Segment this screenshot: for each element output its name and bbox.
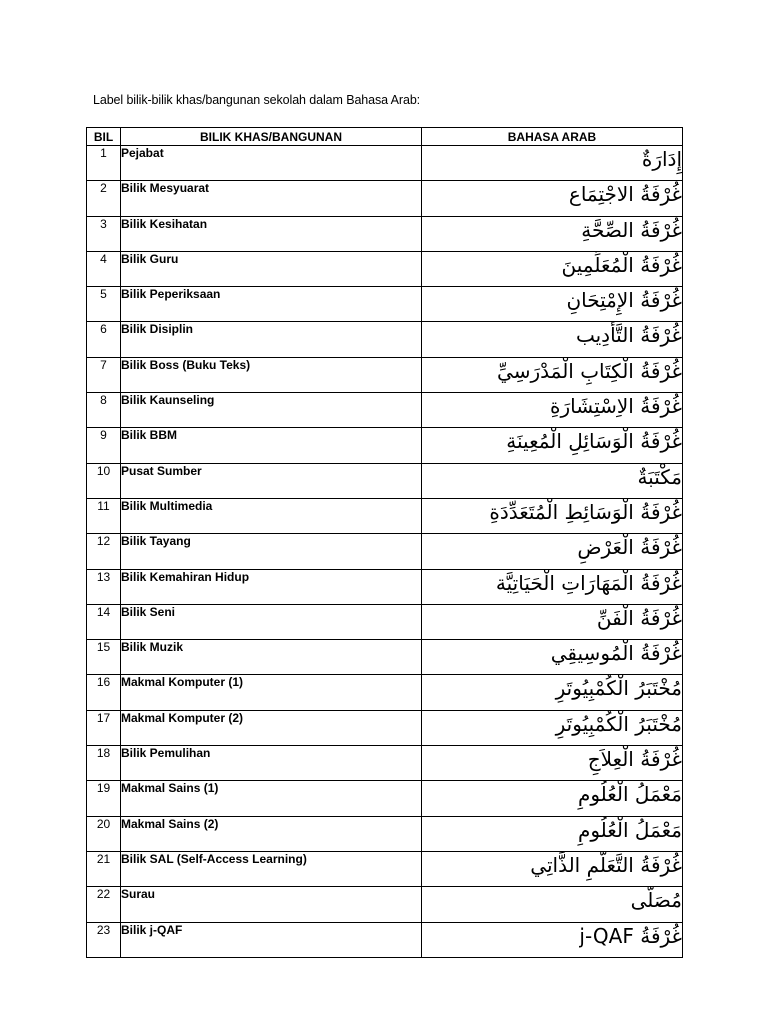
row-number: 1 [87,146,121,181]
arabic-label: غُرْفَةُ الْفَنِّ [596,605,682,630]
arabic-label-cell [422,146,683,181]
row-number: 8 [87,393,121,428]
row-number: 19 [87,781,121,816]
row-number: 22 [87,887,121,922]
row-number: 5 [87,287,121,322]
rooms-table [86,127,683,958]
room-name: Bilik Boss (Buku Teks) [121,357,422,392]
room-name: Makmal Komputer (1) [121,675,422,710]
room-name: Pejabat [121,146,422,181]
arabic-label-cell [422,675,683,710]
table-row [87,710,683,745]
row-number: 2 [87,181,121,216]
arabic-label-cell [422,569,683,604]
room-name: Surau [121,887,422,922]
table-row [87,216,683,251]
room-name: Bilik Pemulihan [121,746,422,781]
row-number: 3 [87,216,121,251]
row-number: 10 [87,463,121,498]
arabic-label-cell [422,287,683,322]
arabic-label-cell [422,781,683,816]
header-room-name: BILIK KHAS/BANGUNAN [121,128,422,146]
arabic-label: غُرْفَةُ الْعِلاَجِ [587,747,682,772]
arabic-label: مُصَلَّى [630,888,682,913]
arabic-label-cell [422,851,683,886]
table-row [87,393,683,428]
table-row [87,922,683,957]
arabic-label: إِدَارَةٌ [641,147,682,171]
arabic-label-cell [422,887,683,922]
row-number: 12 [87,534,121,569]
arabic-label-cell [422,393,683,428]
row-number: 20 [87,816,121,851]
arabic-label-cell [422,640,683,675]
table-row [87,640,683,675]
arabic-label: غُرْفَةُ التَّعَلُّمِ الذَّاتِي [530,852,682,877]
arabic-label: غُرْفَةُ الاِسْتِشَارَةِ [550,394,682,419]
table-row [87,181,683,216]
room-name: Bilik Muzik [121,640,422,675]
row-number: 13 [87,569,121,604]
room-name: Bilik BBM [121,428,422,463]
room-name: Bilik j-QAF [121,922,422,957]
arabic-label-cell [422,710,683,745]
arabic-label-cell [422,357,683,392]
room-name: Bilik Mesyuarat [121,181,422,216]
arabic-label: غُرْفَةُ الْوَسَائِلِ الْمُعِينَةِ [506,429,682,454]
arabic-label: غُرْفَةُ الإِمْتِحَانِ [566,288,682,313]
room-name: Makmal Sains (1) [121,781,422,816]
row-number: 17 [87,710,121,745]
row-number: 6 [87,322,121,357]
arabic-label-cell [422,216,683,251]
row-number: 23 [87,922,121,957]
room-name: Pusat Sumber [121,463,422,498]
arabic-label-cell [422,463,683,498]
table-row [87,887,683,922]
room-name: Bilik Peperiksaan [121,287,422,322]
table-row [87,675,683,710]
arabic-label-cell [422,181,683,216]
room-name: Bilik Tayang [121,534,422,569]
table-row [87,534,683,569]
table-row [87,746,683,781]
row-number: 7 [87,357,121,392]
arabic-label: غُرْفَةُ j-QAF [579,923,682,948]
table-row [87,251,683,286]
arabic-label-cell [422,428,683,463]
arabic-label: غُرْفَةُ الاجْتِمَاع [568,182,682,207]
arabic-label: مُخْتَبَرُ الْكُمْبِيُوتَرِ [555,676,682,701]
table-row [87,781,683,816]
arabic-label: غُرْفَةُ الْكِتَابِ الْمَدْرَسِيِّ [497,358,682,383]
arabic-label-cell [422,922,683,957]
table-row [87,146,683,181]
row-number: 18 [87,746,121,781]
table-row [87,604,683,639]
arabic-label: مَكْتَبَةٌ [637,464,682,489]
arabic-label-cell [422,816,683,851]
row-number: 16 [87,675,121,710]
room-name: Bilik Kaunseling [121,393,422,428]
row-number: 15 [87,640,121,675]
arabic-label: مَعْمَلُ الْعُلُومِ [577,782,682,807]
room-name: Bilik Kemahiran Hidup [121,569,422,604]
room-name: Bilik SAL (Self-Access Learning) [121,851,422,886]
table-row [87,357,683,392]
table-row [87,463,683,498]
row-number: 14 [87,604,121,639]
arabic-label: مُخْتَبَرُ الْكُمْبِيُوتَرِ [555,711,682,736]
arabic-label-cell [422,498,683,533]
row-number: 21 [87,851,121,886]
table-row [87,569,683,604]
room-name: Makmal Sains (2) [121,816,422,851]
table-row [87,287,683,322]
room-name: Bilik Multimedia [121,498,422,533]
table-row [87,851,683,886]
arabic-label: غُرْفَةُ الْمَهَارَاتِ الْحَيَاتِيَّة [495,570,682,595]
room-name: Bilik Kesihatan [121,216,422,251]
arabic-label-cell [422,604,683,639]
arabic-label-cell [422,251,683,286]
page-heading: Label bilik-bilik khas/bangunan sekolah dalam Bahasa Arab: [93,93,421,107]
table-row [87,428,683,463]
row-number: 9 [87,428,121,463]
room-name: Makmal Komputer (2) [121,710,422,745]
table-row [87,498,683,533]
arabic-label: غُرْفَةُ الْمُوسِيقِي [550,641,682,666]
arabic-label-cell [422,746,683,781]
room-name: Bilik Guru [121,251,422,286]
room-name: Bilik Disiplin [121,322,422,357]
arabic-label: غُرْفَةُ الْعَرْضِ [577,535,682,560]
arabic-label: غُرْفَةُ الْوَسَائِطِ الْمُتَعَدِّدَةِ [489,499,682,524]
room-name: Bilik Seni [121,604,422,639]
table-row [87,322,683,357]
table-header-row [87,128,683,146]
row-number: 11 [87,498,121,533]
table-row [87,816,683,851]
arabic-label-cell [422,322,683,357]
header-arabic: BAHASA ARAB [422,128,683,146]
arabic-label: مَعْمَلُ الْعُلُومِ [577,817,682,842]
arabic-label: غُرْفَةُ التَّأْدِيب [575,323,682,348]
header-bil: BIL [87,128,121,146]
row-number: 4 [87,251,121,286]
arabic-label: غُرْفَةُ الصِّحَّةِ [581,217,682,242]
arabic-label: غُرْفَةُ الْمُعَلِّمِينَ [561,252,682,277]
arabic-label-cell [422,534,683,569]
